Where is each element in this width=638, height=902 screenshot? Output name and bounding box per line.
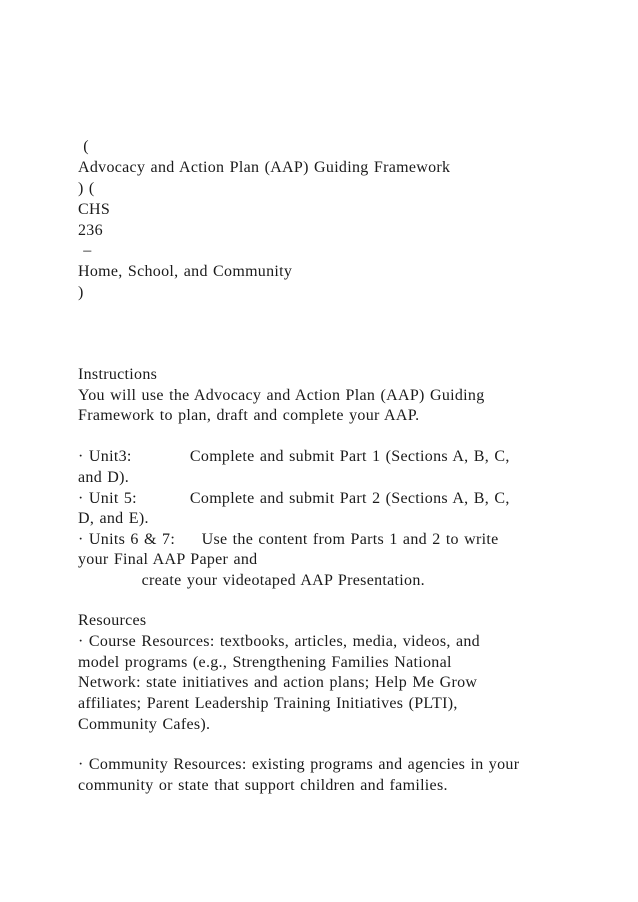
instructions-item-units6-7: · Units 6 & 7: Use the content from Parts 1 and 2 to write bbox=[78, 531, 499, 548]
header-open-paren: ( bbox=[78, 138, 89, 155]
instructions-item-units6-7-cont: your Final AAP Paper and bbox=[78, 551, 258, 568]
course-number: 236 bbox=[78, 222, 103, 239]
resources-course-line: Network: state initiatives and action plans; Help Me Grow bbox=[78, 674, 478, 691]
instructions-item-unit3: · Unit3: Complete and submit Part 1 (Sections A, B, C, bbox=[78, 448, 510, 465]
course-name: Home, School, and Community bbox=[78, 263, 293, 280]
instructions-item-units6-7-cont: create your videotaped AAP Presentation. bbox=[78, 572, 425, 589]
header-paren-pair: ) ( bbox=[78, 180, 95, 197]
instructions-item-unit5: · Unit 5: Complete and submit Part 2 (Sections A, B, C, bbox=[78, 490, 510, 507]
instructions-intro-line: Framework to plan, draft and complete your AAP. bbox=[78, 407, 420, 424]
resources-course-line: · Course Resources: textbooks, articles, media, videos, and bbox=[78, 633, 480, 650]
instructions-item-unit3-cont: and D). bbox=[78, 469, 130, 486]
document-title: Advocacy and Action Plan (AAP) Guiding Framework bbox=[78, 159, 451, 176]
instructions-item-unit5-cont: D, and E). bbox=[78, 510, 149, 527]
resources-course-line: model programs (e.g., Strengthening Families National bbox=[78, 654, 452, 671]
resources-course-line: affiliates; Parent Leadership Training Initiatives (PLTI), bbox=[78, 695, 458, 712]
resources-heading: Resources bbox=[78, 612, 147, 629]
resources-course-line: Community Cafes). bbox=[78, 716, 211, 733]
header-close-paren: ) bbox=[78, 284, 84, 301]
instructions-intro-line: You will use the Advocacy and Action Plan (AAP) Guiding bbox=[78, 387, 485, 404]
instructions-heading: Instructions bbox=[78, 366, 158, 383]
course-prefix: CHS bbox=[78, 201, 111, 218]
header-dash: – bbox=[78, 242, 92, 259]
resources-community-line: community or state that support children and families. bbox=[78, 777, 448, 794]
resources-community-line: · Community Resources: existing programs and agencies in your bbox=[78, 756, 520, 773]
